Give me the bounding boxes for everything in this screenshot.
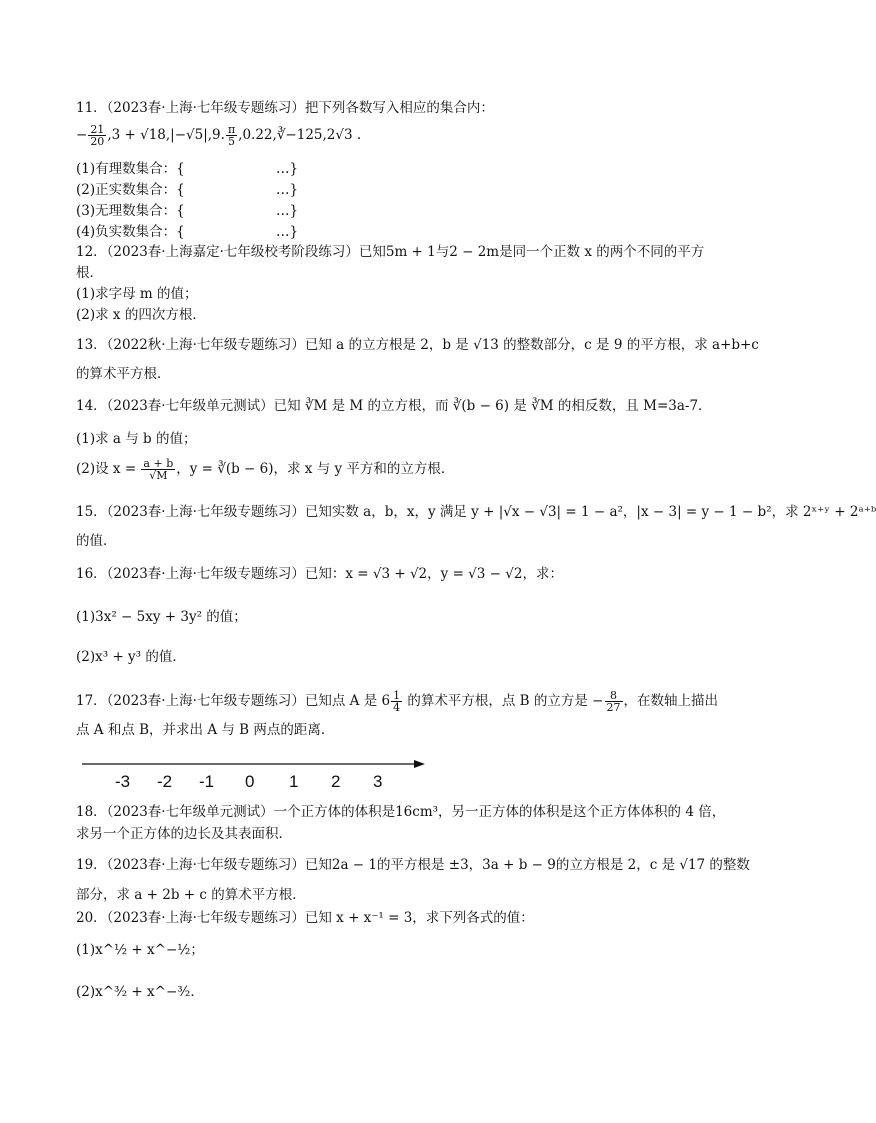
q19-line1: 19．（2023春·上海·七年级专题练习）已知2a − 1的平方根是 ±3，3a + b − 9的立方根是 2，c 是 √17 的整数 — [76, 857, 750, 873]
q11-frac1-den: 20 — [90, 135, 105, 148]
q11-frac1-num: 21 — [90, 123, 105, 136]
q11-set-tail: …} — [276, 161, 299, 177]
q11-frac1 — [88, 124, 106, 147]
q20-sub2: (2)x^³⁄₂ + x^−³⁄₂． — [76, 984, 204, 1000]
q11-set-label: (1)有理数集合：{ — [76, 161, 185, 177]
q11-set-rational — [76, 160, 298, 178]
tick-label: 0 — [245, 772, 255, 791]
q11-stem: 11．（2023春·上海·七年级专题练习）把下列各数写入相应的集合内： — [76, 100, 494, 116]
q11-set-negative — [76, 223, 298, 241]
q14-sub2-suffix: ，y = ∛(b − 6)，求 x 与 y 平方和的立方根． — [176, 461, 455, 477]
q17-frac1 — [391, 690, 402, 713]
q12-line2: 根． — [76, 265, 103, 281]
q11-numbers-prefix: − — [76, 127, 88, 143]
number-line-axis — [82, 752, 427, 772]
q17-frac2 — [605, 690, 623, 713]
q15-line1: 15．（2023春·上海·七年级专题练习）已知实数 a，b，x，y 满足 y + |√x − √3| = 1 − a²，|x − 3| = y − 1 − b²，求 2ˣ⁺ʸ + 2ᵃ⁺ᵇ — [76, 504, 876, 520]
q11-set-label: (3)无理数集合：{ — [76, 203, 185, 219]
q11-set-irrational — [76, 202, 298, 220]
q17-frac2-den: 27 — [606, 701, 621, 714]
tick-label: 2 — [331, 772, 341, 791]
q14-sub2-num: a + b — [143, 457, 174, 470]
q11-frac2-num: π — [227, 123, 236, 136]
q11-frac2-den: 5 — [228, 135, 236, 148]
number-line — [82, 752, 427, 792]
q11-set-label: (4)负实数集合：{ — [76, 224, 185, 240]
q14-line1: 14．（2023春·七年级单元测试）已知 ∛M 是 M 的立方根，而 ∛(b − 6) 是 ∛M 的相反数，且 M=3a-7． — [76, 398, 712, 414]
q14-sub1: (1)求 a 与 b 的值； — [76, 431, 197, 447]
q18-line1: 18．（2023春·七年级单元测试）一个正方体的体积是16cm³，另一正方体的体积是这个正方体体积的 4 倍， — [76, 804, 726, 820]
q16-sub2: (2)x³ + y³ 的值． — [76, 649, 186, 665]
q11-set-tail: …} — [276, 224, 299, 240]
tick-label: -3 — [115, 772, 131, 791]
q19-line2: 部分，求 a + 2b + c 的算术平方根． — [76, 887, 306, 903]
q11-set-tail: …} — [276, 182, 299, 198]
q15-line2: 的值． — [76, 533, 117, 549]
q20-sub1: (1)x^½ + x^−½； — [76, 942, 204, 958]
q20-line1: 20．（2023春·上海·七年级专题练习）已知 x + x⁻¹ = 3，求下列各式的值： — [76, 910, 534, 926]
q17-line1-prefix: 17．（2023春·上海·七年级专题练习）已知点 A 是 6 — [76, 693, 391, 709]
q16-line1: 16．（2023春·上海·七年级专题练习）已知：x = √3 + √2，y = √3 − √2，求： — [76, 566, 563, 582]
q18-line2: 求另一个正方体的边长及其表面积． — [76, 826, 292, 842]
tick-label: 3 — [373, 772, 383, 791]
q14-sub2-frac — [141, 458, 175, 481]
q11-set-tail: …} — [276, 203, 299, 219]
q17-line2: 点 A 和点 B，并求出 A 与 B 两点的距离． — [76, 722, 335, 738]
q16-sub1: (1)3x² − 5xy + 3y² 的值； — [76, 609, 247, 625]
q14-sub2-prefix: (2)设 x = — [76, 461, 141, 477]
q13-line2: 的算术平方根． — [76, 366, 171, 382]
q11-numbers-mid: ,3 + √18,|−√5|,9. — [107, 127, 225, 143]
q12-line1: 12．（2023春·上海嘉定·七年级校考阶段练习）已知5m + 1与2 − 2m是同一个正数 x 的两个不同的平方 — [76, 244, 705, 260]
tick-label: 1 — [289, 772, 299, 791]
q17-line1-suffix: ，在数轴上描出 — [623, 693, 718, 709]
q11-numbers-end: ,0.22,∛−125,2√3 . — [238, 127, 362, 143]
q11-frac2 — [226, 124, 237, 147]
q11-set-positive — [76, 181, 298, 199]
q14-sub2-den: √M — [149, 469, 168, 482]
tick-label: -1 — [199, 772, 215, 791]
q11-set-label: (2)正实数集合：{ — [76, 182, 185, 198]
q12-sub1: (1)求字母 m 的值； — [76, 286, 198, 302]
q17-frac1-den: 4 — [393, 701, 401, 714]
q14-sub2 — [76, 458, 454, 481]
q17-line1 — [76, 690, 718, 713]
q17-frac1-num: 1 — [393, 689, 401, 702]
q17-frac2-num: 8 — [605, 690, 623, 702]
q11-numbers — [76, 124, 361, 147]
q12-sub2: (2)求 x 的四次方根． — [76, 307, 206, 323]
q13-line1: 13．（2022秋·上海·七年级专题练习）已知 a 的立方根是 2，b 是 √13 的整数部分，c 是 9 的平方根，求 a+b+c — [76, 337, 759, 353]
q17-line1-mid: 的算术平方根，点 B 的立方是 − — [403, 693, 604, 709]
tick-label: -2 — [157, 772, 173, 791]
